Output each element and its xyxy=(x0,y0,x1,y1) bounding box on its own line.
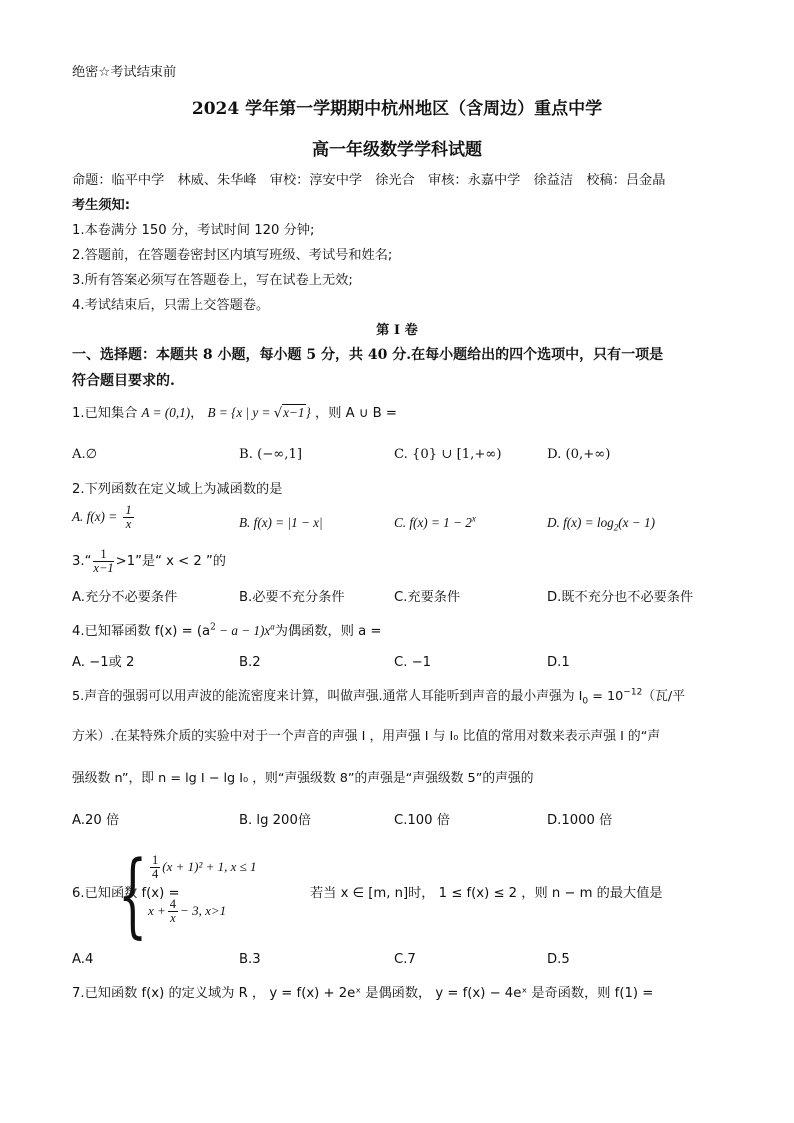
q2-c-prefix: C. f(x) = 1 − 2 xyxy=(394,515,472,530)
q1-set-b-end: } xyxy=(305,405,311,420)
q1-option-b: B. (−∞,1] xyxy=(239,447,302,462)
q5-line1-end: （瓦/平 xyxy=(642,689,685,704)
q5-option-b: B. lg 200倍 xyxy=(239,813,312,828)
q6-p1-num: 1 xyxy=(152,853,159,867)
q6-p1-den: 4 xyxy=(152,867,159,881)
question-7: 7.已知函数 f(x) 的定义域为 R ， y = f(x) + 2eˣ 是偶函数， y = f(x) − 4eˣ 是奇函数，则 f(1) = xyxy=(72,986,654,1001)
notice-heading: 考生须知: xyxy=(72,198,131,213)
q4-exp: 2 xyxy=(210,622,216,633)
volume-label: 第 I 卷 xyxy=(376,323,418,338)
notice-item: 2.答题前，在答题卷密封区内填写班级、考试号和姓名; xyxy=(72,248,393,263)
section-instruction: 一、选择题：本题共 8 小题，每小题 5 分，共 40 分.在每小题给出的四个选项中，只有一项是 xyxy=(72,347,664,363)
q1-set-b-start: B = {x | y = xyxy=(207,405,274,420)
q1-ask: ，则 A ∪ B = xyxy=(315,406,397,421)
q3-den: x−1 xyxy=(93,561,114,575)
q6-option-a: A.4 xyxy=(72,952,94,967)
q1-option-c: C. {0} ∪ [1,+∞) xyxy=(394,447,502,462)
q2-d-suffix: (x − 1) xyxy=(618,515,655,530)
q2-option-d xyxy=(547,514,655,532)
q2-a-prefix: A. f(x) = xyxy=(72,509,118,524)
q5-line1-mid: = 10 xyxy=(588,689,624,704)
q6-piece-1 xyxy=(148,854,257,881)
q1-set-a: A = (0,1) xyxy=(141,405,191,420)
q6-p1-rest: (x + 1)² + 1, x ≤ 1 xyxy=(162,859,257,874)
q3-option-b: B.必要不充分条件 xyxy=(239,590,345,605)
section-instruction-cont: 符合题目要求的. xyxy=(72,373,175,389)
q1-option-a: A.∅ xyxy=(72,447,98,462)
notice-item: 1.本卷满分 150 分，考试时间 120 分钟; xyxy=(72,223,315,238)
q6-piecewise xyxy=(118,841,298,948)
q5-option-d: D.1000 倍 xyxy=(547,813,613,828)
q4-stem-mid: − a − 1)x xyxy=(215,623,271,638)
q3-option-a: A.充分不必要条件 xyxy=(72,590,178,605)
question-5-line-3: 强级数 n”，即 n = lg I − lg I₀ ，则“声强级数 8”的声强是“声强级数 5”的声强的 xyxy=(72,771,534,786)
q4-option-c: C. −1 xyxy=(394,655,432,670)
q6-p2-num: 4 xyxy=(169,897,177,911)
q2-a-num: 1 xyxy=(125,503,132,517)
question-1: 1.已知集合 A = (0,1)， B = {x | y = √x−1} ，则 A ∪ B = xyxy=(72,405,397,421)
staff-line: 命题：临平中学 林威、朱华峰 审校：淳安中学 徐光合 审核：永嘉中学 徐益洁 校稿：吕金晶 xyxy=(72,173,666,188)
q3-fraction xyxy=(93,548,113,575)
q1-prefix: 1.已知集合 xyxy=(72,406,138,421)
confidential-label: 绝密☆考试结束前 xyxy=(72,65,177,80)
exam-subtitle: 高一年级数学学科试题 xyxy=(312,140,482,160)
q3-num: 1 xyxy=(93,548,113,562)
sqrt-icon: √ xyxy=(273,406,283,421)
question-5-line-1 xyxy=(72,688,685,706)
q3-middle: >1”是“ x < 2 ”的 xyxy=(115,554,226,569)
question-3 xyxy=(72,548,226,575)
q2-d-prefix: D. f(x) = log xyxy=(547,515,614,530)
q4-option-b: B.2 xyxy=(239,655,261,670)
q6-prefix: 6.已知函数 f(x) = xyxy=(72,886,180,901)
q6-piece2-fraction xyxy=(168,898,178,925)
q6-option-d: D.5 xyxy=(547,952,570,967)
question-4 xyxy=(72,622,381,641)
q6-piece-2 xyxy=(148,898,226,925)
q1-option-d: D. (0,+∞) xyxy=(547,447,611,462)
q4-stem-end: 为偶函数，则 a = xyxy=(274,624,382,639)
q6-p2-start: x + xyxy=(148,903,166,918)
q5-line1-start: 5.声音的强弱可以用声波的能流密度来计算，叫做声强.通常人耳能听到声音的最小声强为 I xyxy=(72,689,583,704)
q3-prefix: 3.“ xyxy=(72,554,92,569)
q6-p2-rest: − 3, x>1 xyxy=(180,903,227,918)
q4-stem-start: 4.已知幂函数 f(x) = (a xyxy=(72,624,211,639)
q2-a-fraction xyxy=(123,504,133,531)
question-5-line-2: 方米）.在某特殊介质的实验中对于一个声音的声强 I ，用声强 I 与 I₀ 比值的常用对数来表示声强 I 的“声 xyxy=(72,729,661,744)
q4-exp2: a xyxy=(270,621,275,632)
q6-p2-den: x xyxy=(170,911,176,925)
q5-line1-exp: −12 xyxy=(623,687,643,698)
q2-option-b: B. f(x) = |1 − x| xyxy=(239,515,323,530)
q2-c-exp: x xyxy=(471,513,476,524)
exam-title: 2024 学年第一学期期中杭州地区（含周边）重点中学 xyxy=(191,99,603,119)
q3-option-c: C.充要条件 xyxy=(394,590,461,605)
q6-tail: 若当 x ∈ [m, n]时， 1 ≤ f(x) ≤ 2 ，则 n − m 的最大值是 xyxy=(310,886,663,901)
left-brace-icon: { xyxy=(118,841,148,948)
q5-line1-sub: 0 xyxy=(582,696,589,707)
q2-option-a xyxy=(72,504,136,531)
q4-option-d: D.1 xyxy=(547,655,570,670)
q6-option-b: B.3 xyxy=(239,952,261,967)
question-2: 2.下列函数在定义域上为减函数的是 xyxy=(72,482,283,497)
notice-item: 3.所有答案必须写在答题卷上，写在试卷上无效; xyxy=(72,273,353,288)
q2-d-sub: 2 xyxy=(613,522,619,533)
q6-option-c: C.7 xyxy=(394,952,416,967)
q6-piece1-fraction xyxy=(150,854,160,881)
q2-option-c xyxy=(394,514,476,532)
q3-option-d: D.既不充分也不必要条件 xyxy=(547,590,694,605)
q2-a-den: x xyxy=(125,517,132,531)
q4-option-a: A. −1或 2 xyxy=(72,655,135,670)
q1-radicand: x−1 xyxy=(283,405,305,420)
q5-option-c: C.100 倍 xyxy=(394,813,450,828)
q5-option-a: A.20 倍 xyxy=(72,813,120,828)
notice-item: 4.考试结束后，只需上交答题卷。 xyxy=(72,298,270,313)
